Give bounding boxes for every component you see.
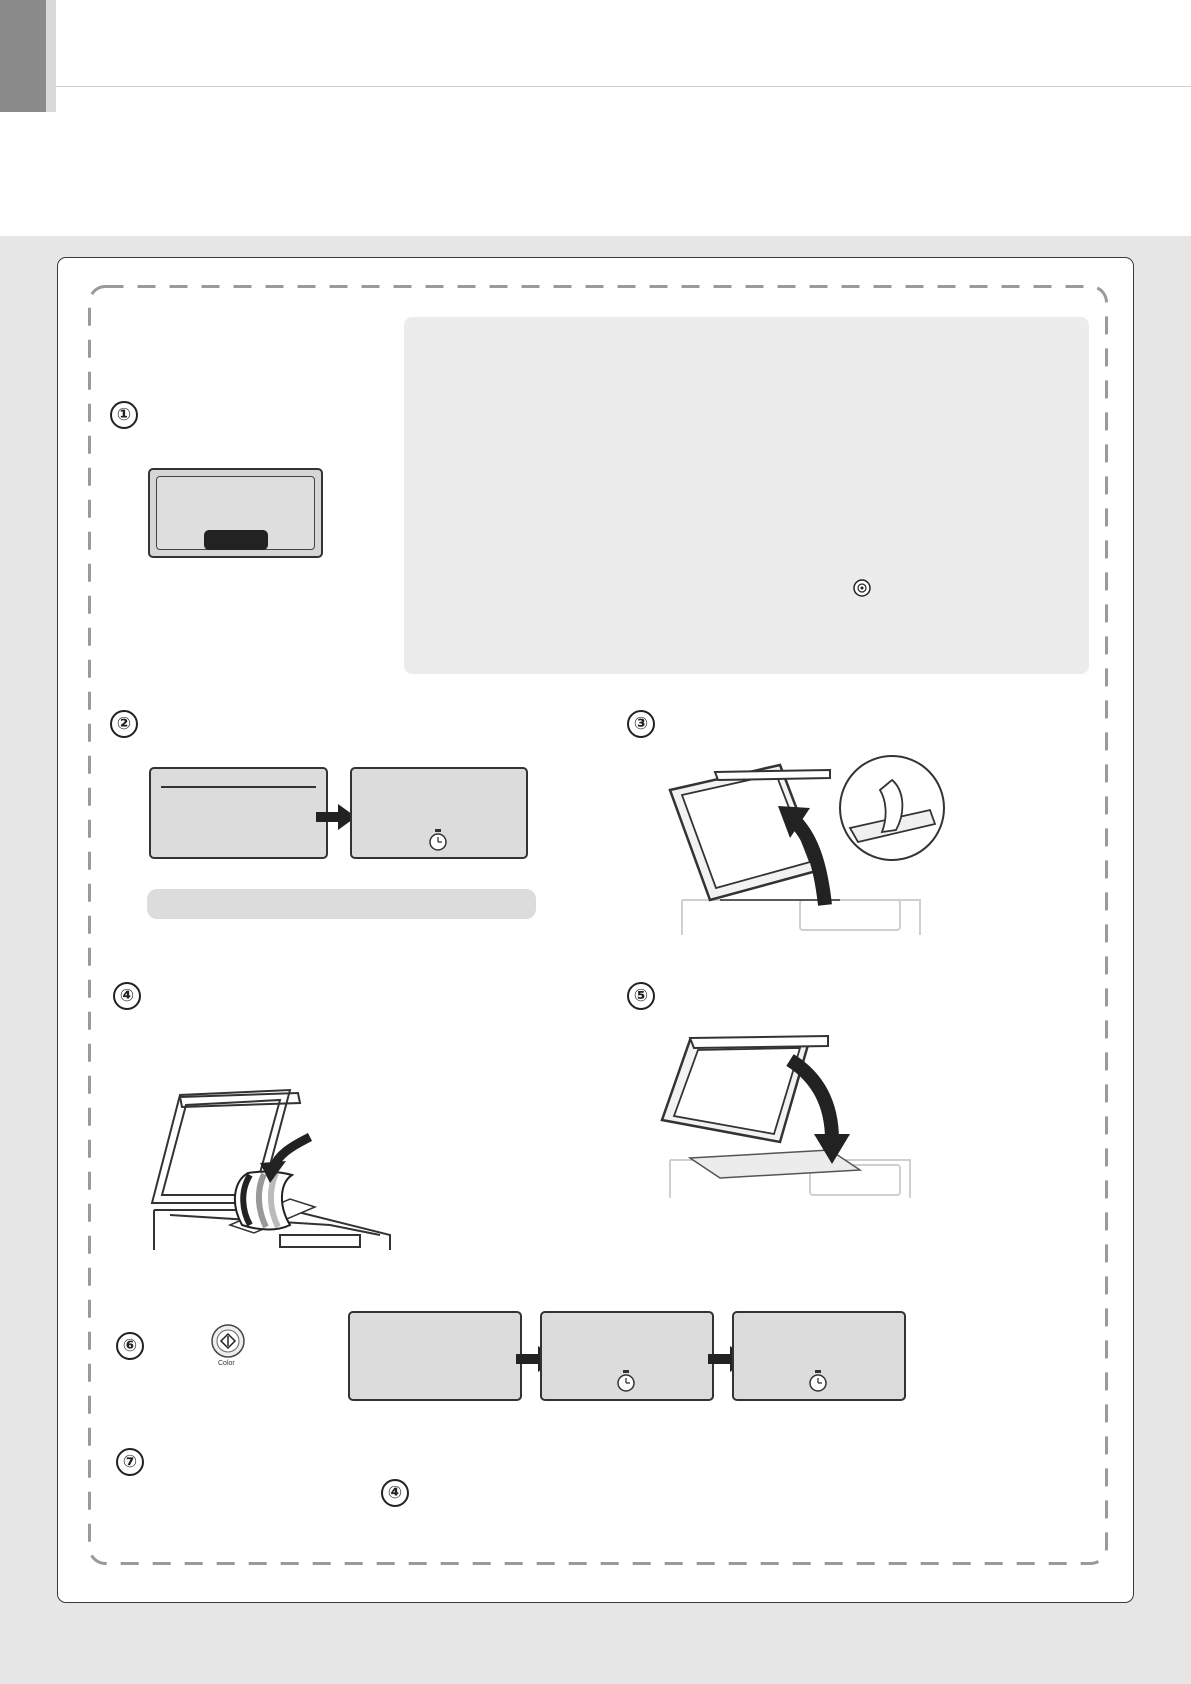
step-2-menu-rule <box>161 786 316 788</box>
step-2-display-menu <box>149 767 328 859</box>
timer-icon-3 <box>807 1369 829 1393</box>
step-6-display-3 <box>732 1311 906 1401</box>
step-7-back-reference: ④ <box>381 1479 409 1507</box>
info-box <box>404 317 1089 674</box>
timer-icon-2 <box>615 1369 637 1393</box>
step-3-number: ③ <box>627 710 655 738</box>
step-1-display-softkey <box>204 530 268 550</box>
step-4-number: ④ <box>113 982 141 1010</box>
step-2-number: ② <box>110 710 138 738</box>
step-5-number: ⑤ <box>627 982 655 1010</box>
step-2-note-bar <box>147 889 536 919</box>
step-6-number: ⑥ <box>116 1332 144 1360</box>
header-rule <box>56 86 1191 87</box>
step-6-display-2 <box>540 1311 714 1401</box>
section-tab-marker <box>0 0 46 112</box>
step-3-illustration-open-feeder <box>660 750 950 940</box>
section-tab-edge <box>46 0 56 112</box>
step-4-illustration-place-document <box>150 1085 400 1250</box>
settings-small-icon <box>852 578 872 598</box>
step-7-number: ⑦ <box>116 1448 144 1476</box>
step-1-number: ① <box>110 401 138 429</box>
step-6-display-1 <box>348 1311 522 1401</box>
step-1-display <box>148 468 323 558</box>
start-button-label: Color <box>218 1360 235 1367</box>
timer-icon <box>427 828 449 852</box>
step-5-illustration-close-feeder <box>660 1030 920 1200</box>
step-2-display-progress <box>350 767 528 859</box>
